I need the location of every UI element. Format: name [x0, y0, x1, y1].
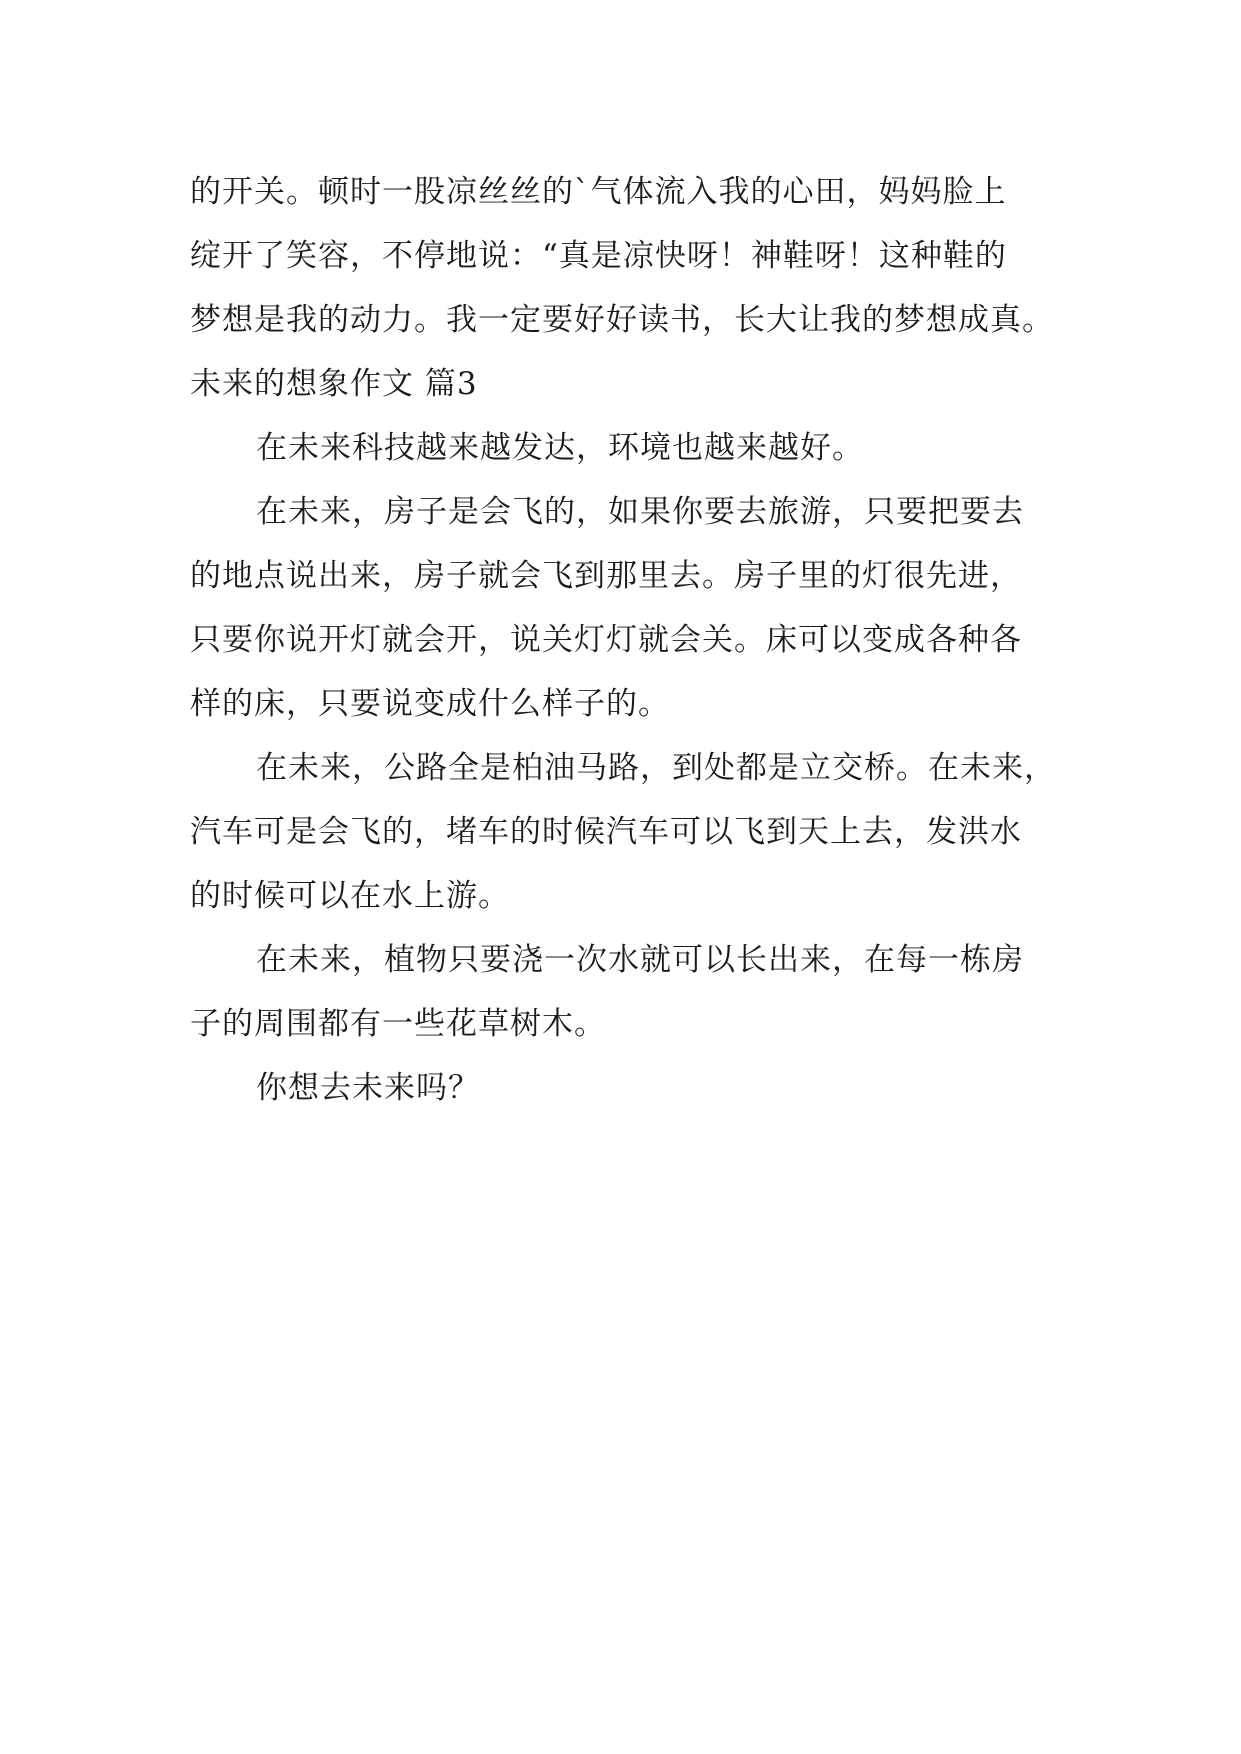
section-heading: 未来的想象作文 篇3	[190, 366, 478, 402]
paragraph-first-line: 在未来，公路全是柏油马路，到处都是立交桥。在未来，	[256, 750, 1056, 786]
paragraph-first-line: 在未来，房子是会飞的，如果你要去旅游，只要把要去	[256, 494, 1024, 530]
paragraph-first-line: 在未来，植物只要浇一次水就可以长出来，在每一栋房	[256, 942, 1024, 978]
text-line: 绽开了笑容，不停地说：“真是凉快呀！神鞋呀！这种鞋的	[190, 238, 1007, 274]
paragraph-first-line: 在未来科技越来越发达，环境也越来越好。	[256, 430, 864, 466]
text-line: 样的床，只要说变成什么样子的。	[190, 686, 670, 722]
text-line: 的开关。顿时一股凉丝丝的`气体流入我的心田，妈妈脸上	[190, 174, 1007, 210]
text-line: 子的周围都有一些花草树木。	[190, 1006, 606, 1042]
text-line: 汽车可是会飞的，堵车的时候汽车可以飞到天上去，发洪水	[190, 814, 1022, 850]
text-line: 梦想是我的动力。我一定要好好读书，长大让我的梦想成真。	[190, 302, 1054, 338]
text-line: 只要你说开灯就会开，说关灯灯就会关。床可以变成各种各	[190, 622, 1022, 658]
paragraph-first-line: 你想去未来吗？	[256, 1070, 480, 1106]
document-body	[190, 160, 1060, 1120]
text-line: 的时候可以在水上游。	[190, 878, 510, 914]
text-line: 的地点说出来，房子就会飞到那里去。房子里的灯很先进，	[190, 558, 1022, 594]
